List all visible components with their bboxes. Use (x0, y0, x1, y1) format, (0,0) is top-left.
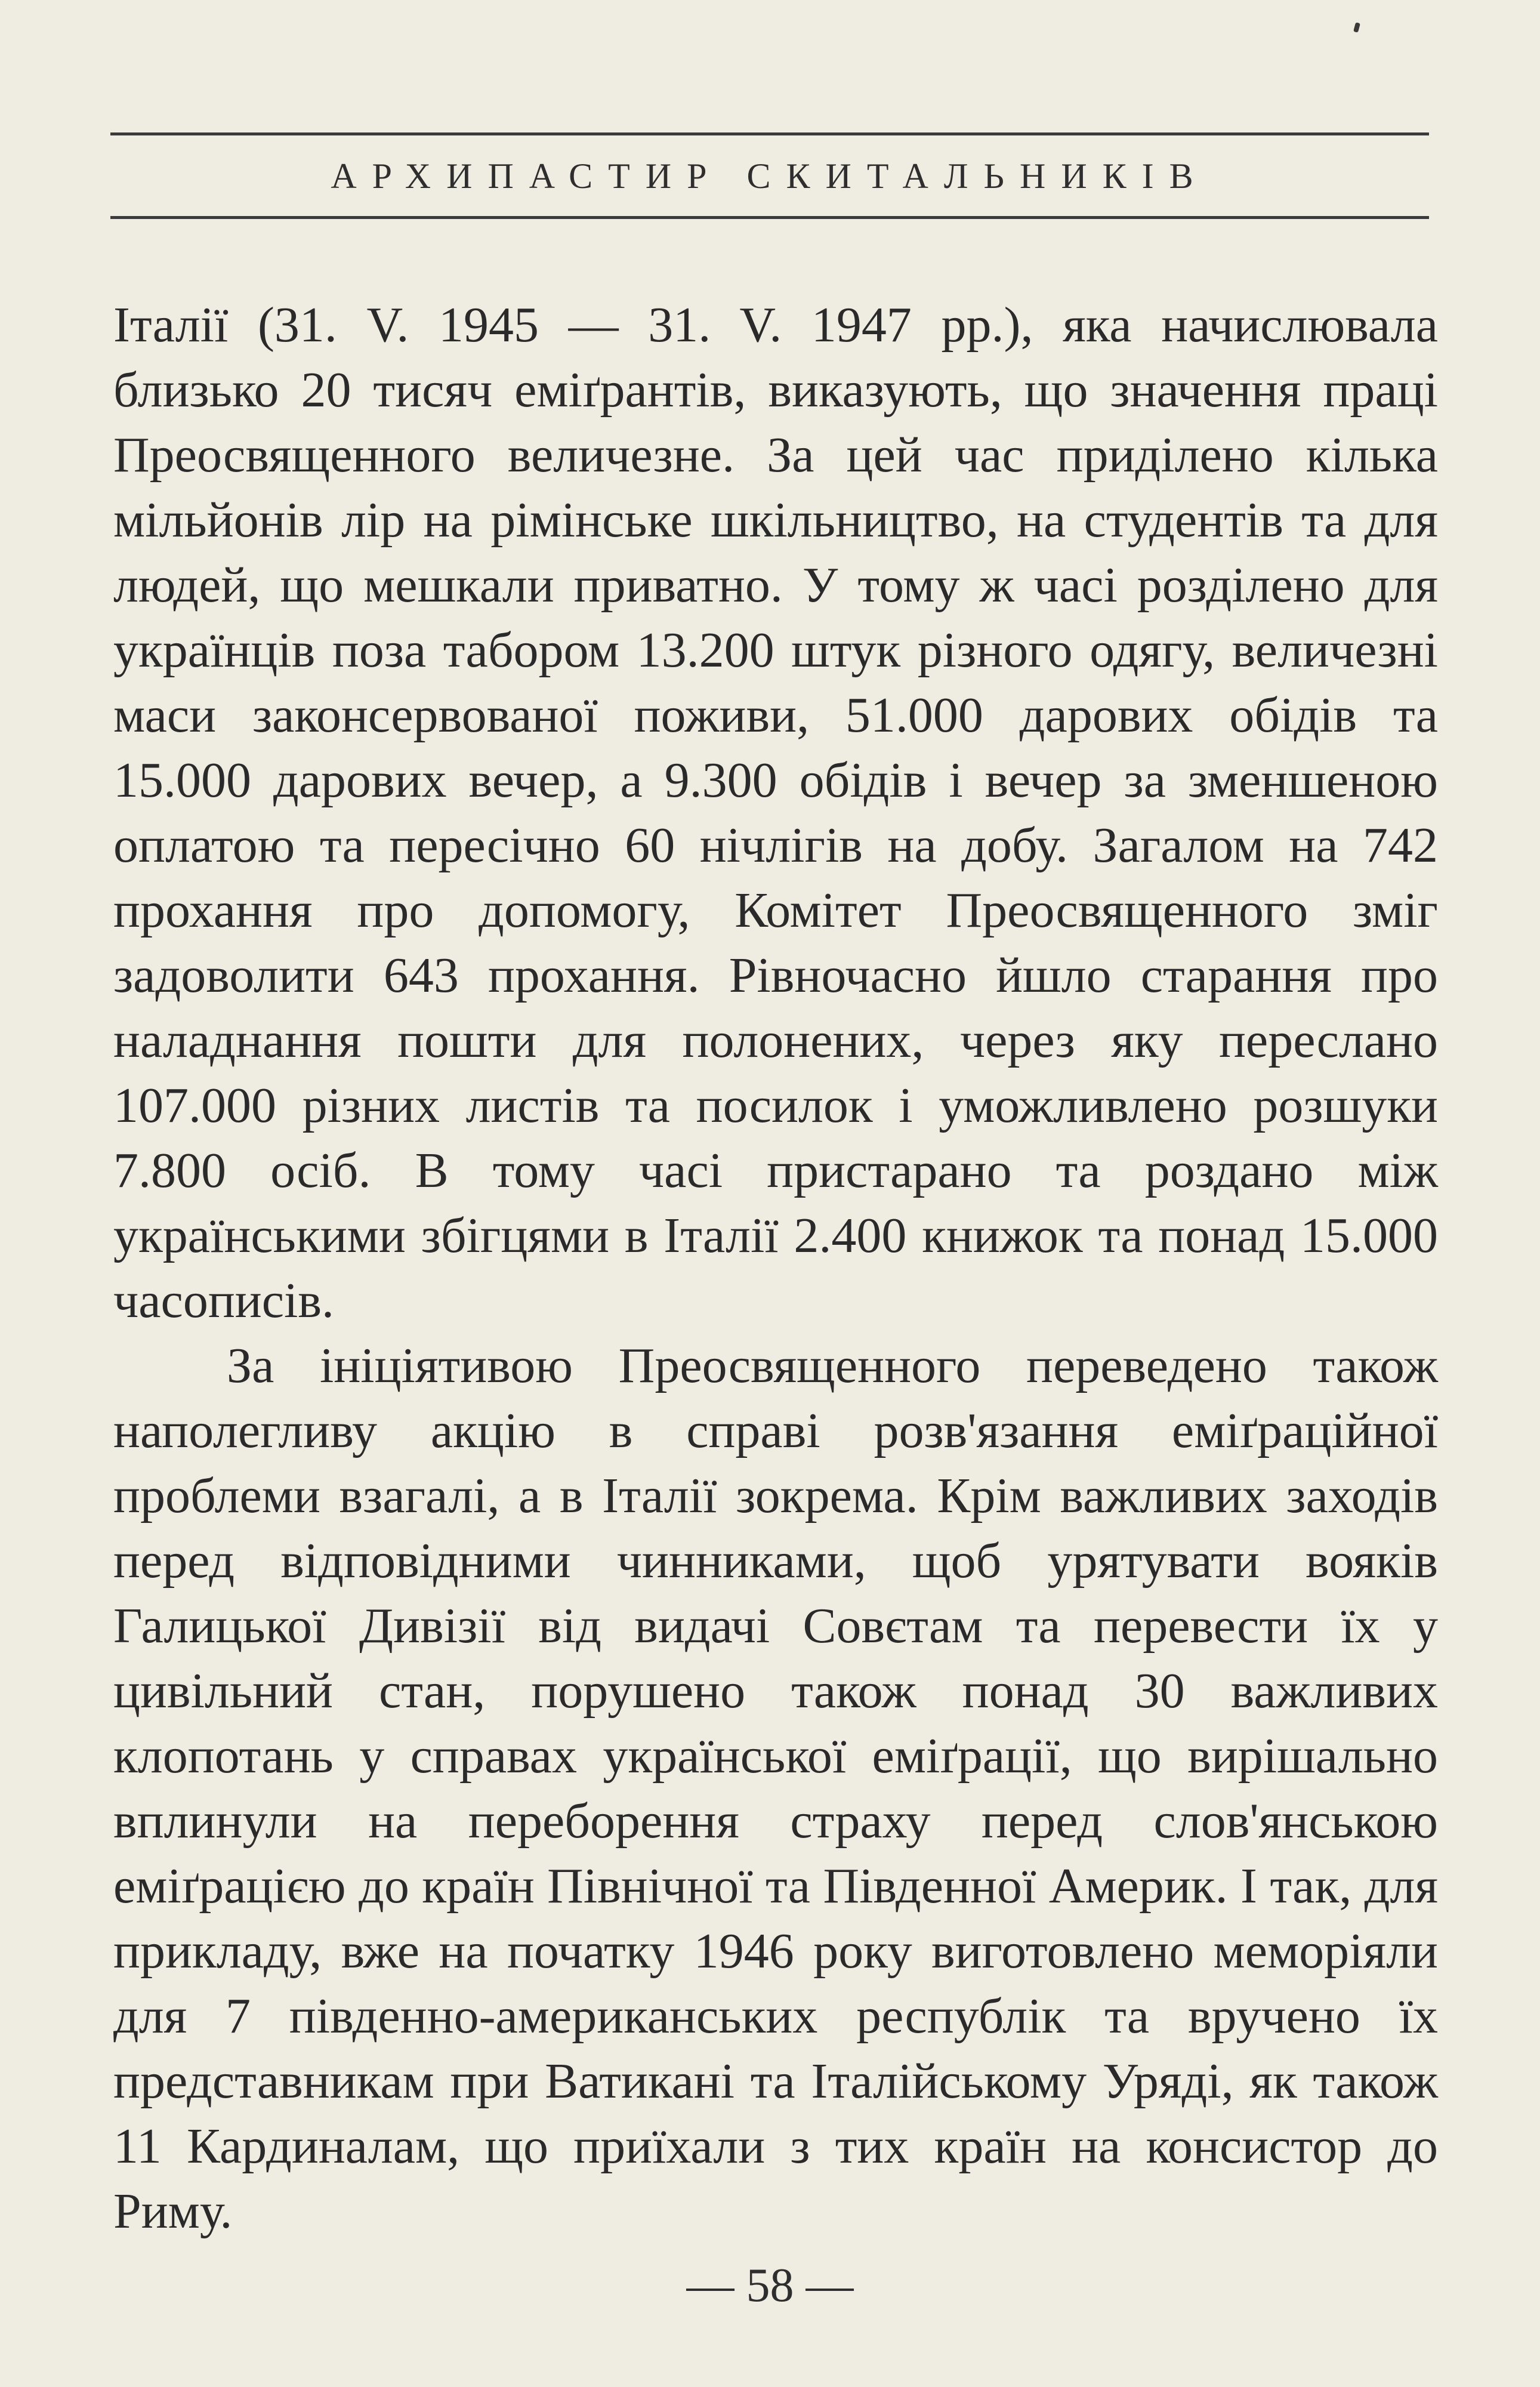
running-head: АРХИПАСТИР СКИТАЛЬНИКІВ (331, 156, 1209, 196)
paragraph-2: За ініціятивою Преосвященного переведено також наполегливу акцію в справі розв'язання еміґраційної проблеми взагалі, а в Італії зокрема. Крім важливих заходів перед відповідними чинниками, щоб урятувати вояків Галицької Дивізії від видачі Совєтам та перевести їх у цивільний стан, порушено також понад 30 важливих клопотань у справах української еміґрації, що вирішально вплинули на переборення страху перед слов'янською еміґрацією до країн Північної та Південної Америк. І так, для прикладу, вже на початку 1946 року виготовлено меморіяли для 7 південно-американських республік та вручено їх представникам при Ватикані та Італійському Уряді, як також 11 Кардиналам, що приїхали з тих країн на консистор до Риму. (113, 1338, 1438, 2239)
page-number: — 58 — (686, 2259, 854, 2312)
header-rule-top (110, 132, 1429, 135)
body-text (113, 292, 1438, 2244)
ink-speck (1353, 22, 1360, 33)
paragraph-1: Італії (31. V. 1945 — 31. V. 1947 рр.), яка начислювала близько 20 тисяч еміґрантів, виказують, що значення праці Преосвященного величезне. За цей час приділено кілька мільйонів лір на рімінське шкільництво, на студентів та для людей, що мешкали приватно. У тому ж часі розділено для українців поза табором 13.200 штук різного одягу, величезні маси законсервованої поживи, 51.000 дарових обідів та 15.000 дарових вечер, а 9.300 обідів і вечер за зменшеною оплатою та пересічно 60 нічлігів на добу. Загалом на 742 прохання про допомогу, Комітет Преосвященного зміг задоволити 643 прохання. Рівночасно йшло старання про наладнання пошти для полонених, через яку переслано 107.000 різних листів та посилок і уможливлено розшуки 7.800 осіб. В тому часі пристарано та роздано між українськими збігцями в Італії 2.400 книжок та понад 15.000 часописів. (113, 297, 1438, 1328)
header-rule-bottom (110, 216, 1429, 219)
